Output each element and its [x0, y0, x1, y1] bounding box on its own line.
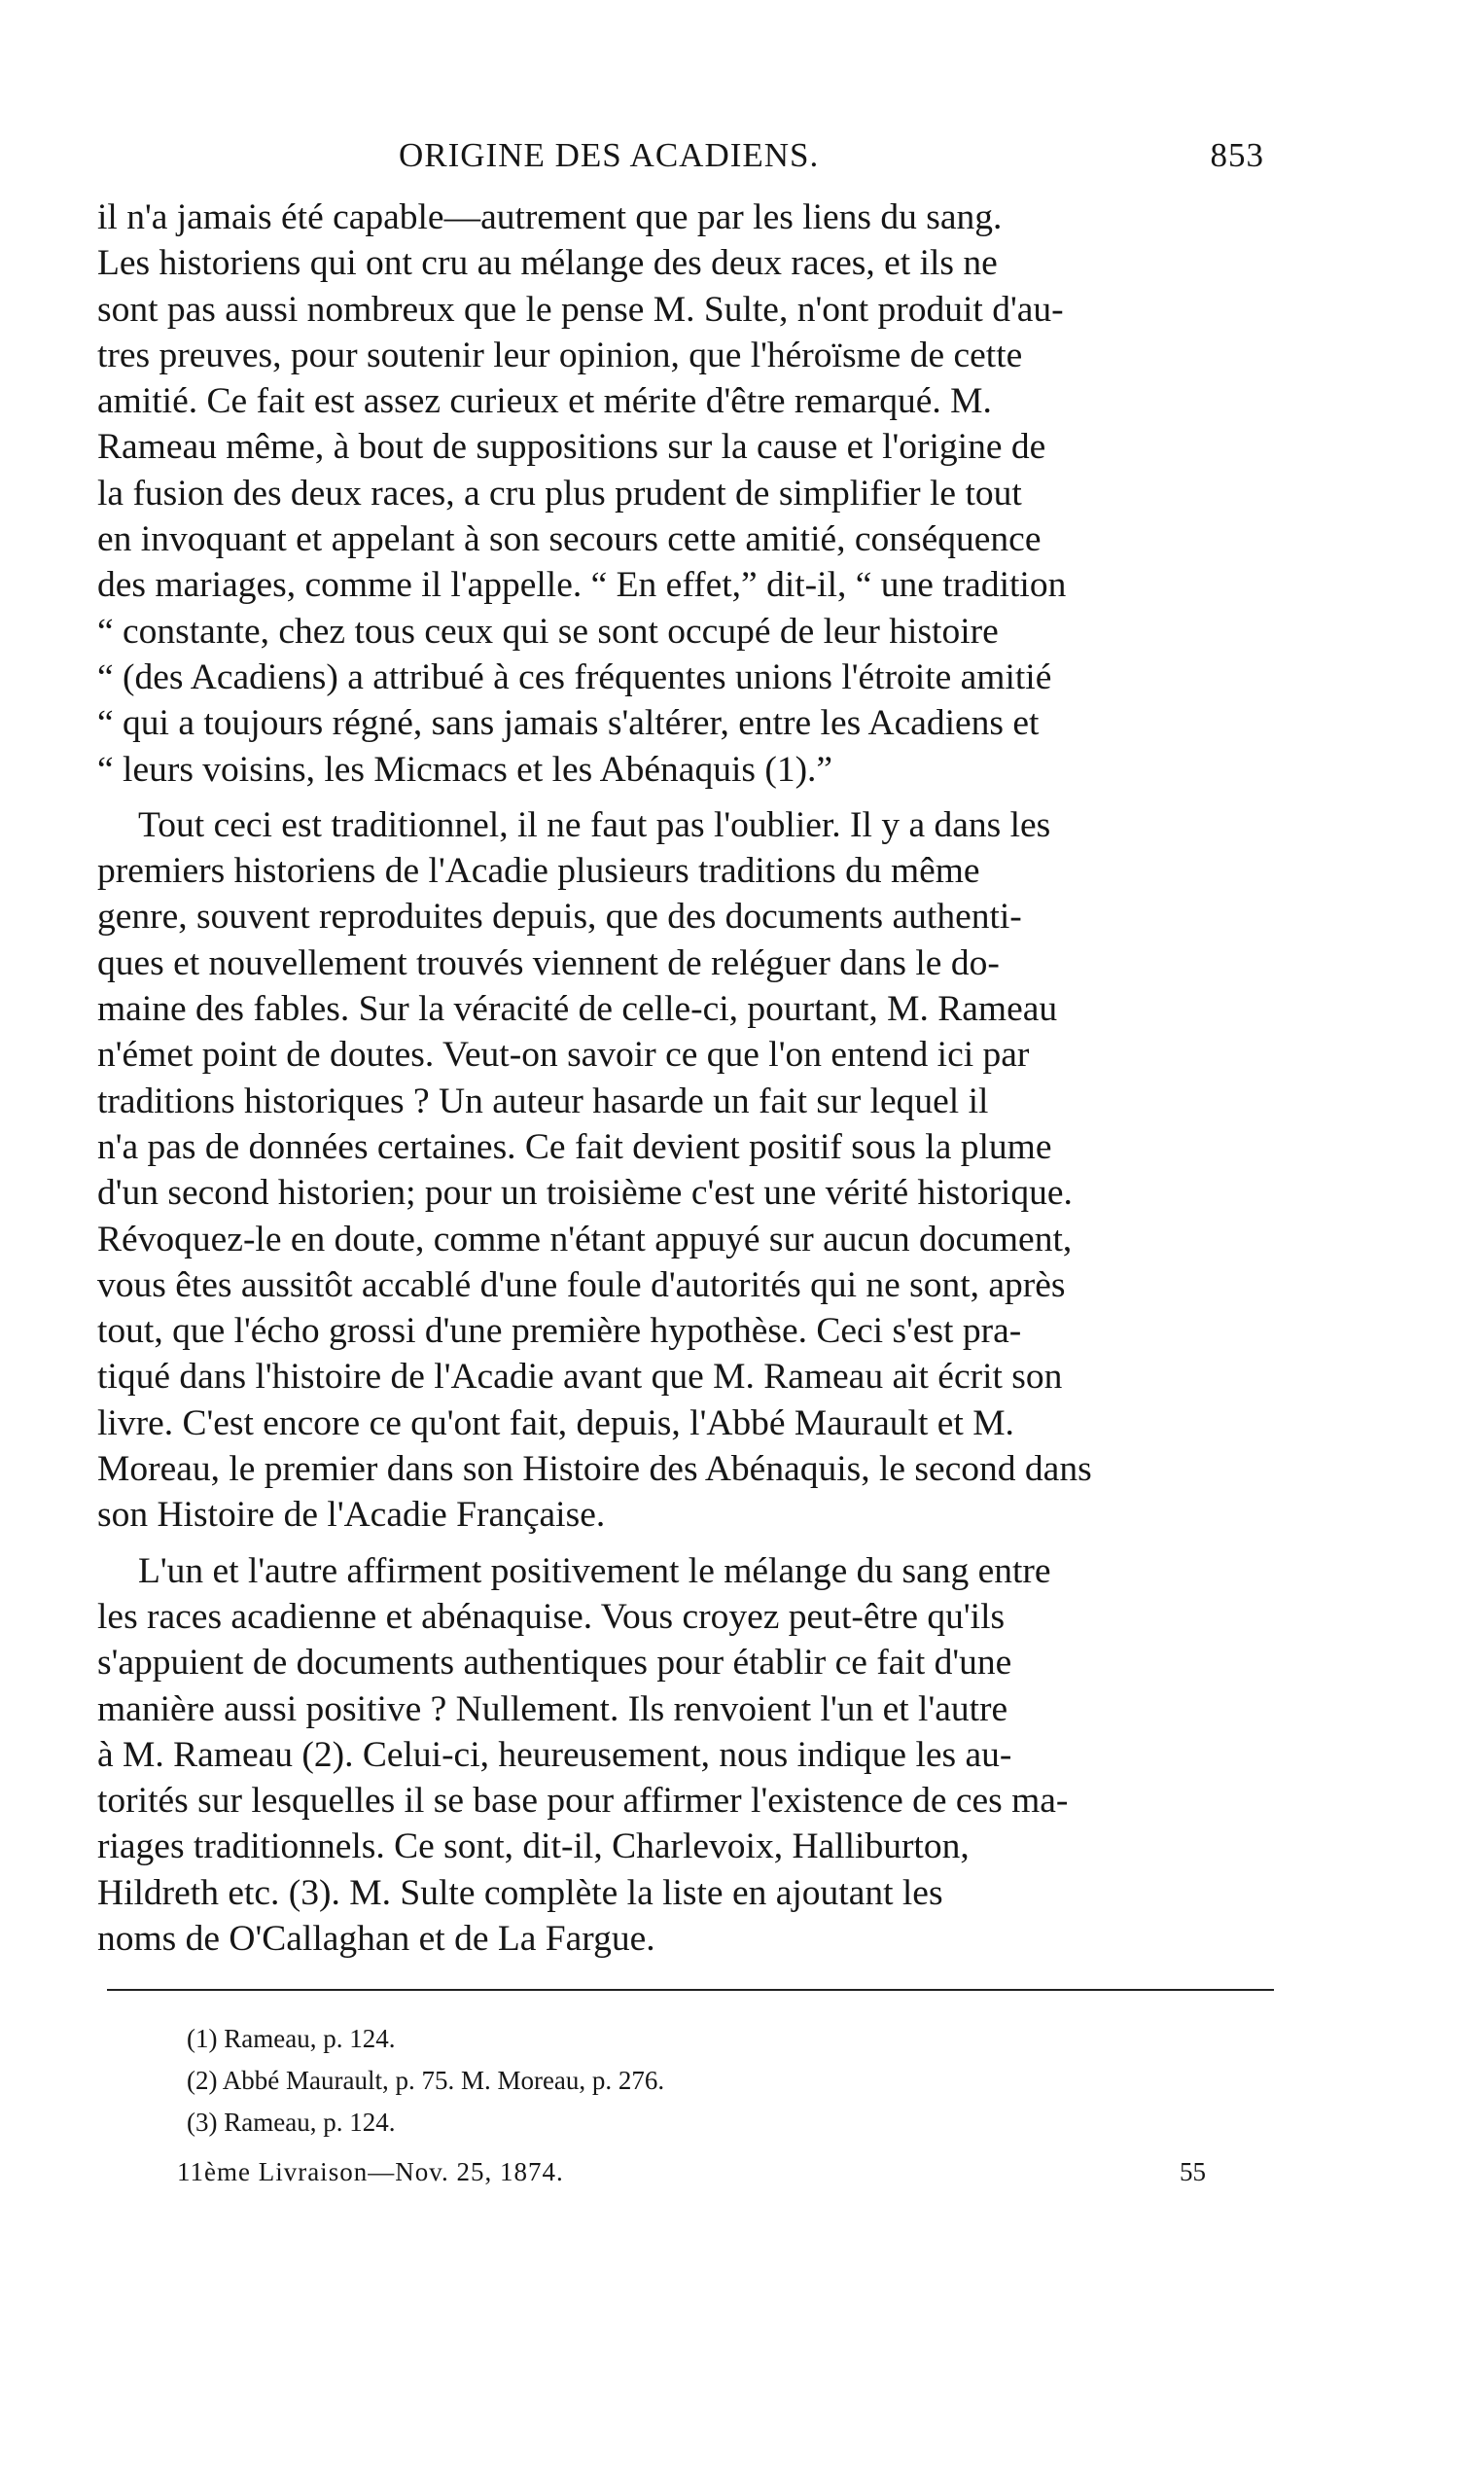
footnotes: [97, 2018, 1264, 2144]
running-head: [97, 136, 1264, 195]
text-line: livre. C'est encore ce qu'ont fait, depuis, l'Abbé Maurault et M.: [97, 1402, 1014, 1443]
text-line: maine des fables. Sur la véracité de celle-ci, pourtant, M. Rameau: [97, 989, 1058, 1030]
text-line: n'a pas de données certaines. Ce fait devient positif sous la plume: [97, 1126, 1052, 1167]
text-line: traditions historiques ? Un auteur hasarde un fait sur lequel il: [97, 1081, 989, 1121]
text-line: Révoquez-le en doute, comme n'étant appuyé sur aucun document,: [97, 1219, 1073, 1259]
text-line: tout, que l'écho grossi d'une première hypothèse. Ceci s'est pra-: [97, 1311, 1022, 1352]
text-line: son Histoire de l'Acadie Française.: [97, 1495, 606, 1536]
paragraph-1: [97, 195, 1264, 793]
text-line: torités sur lesquelles il se base pour affirmer l'existence de ces ma-: [97, 1781, 1069, 1822]
text-line: Moreau, le premier dans son Histoire des Abénaquis, le second dans: [97, 1449, 1092, 1490]
text-line: genre, souvent reproduites depuis, que des documents authenti-: [97, 897, 1022, 938]
body-text: [97, 195, 1264, 1962]
text-line: premiers historiens de l'Acadie plusieurs traditions du même: [97, 851, 980, 892]
text-line: à M. Rameau (2). Celui-ci, heureusement, nous indique les au-: [97, 1734, 1012, 1775]
text-line: en invoquant et appelant à son secours cette amitié, conséquence: [97, 519, 1042, 560]
text-line: “ leurs voisins, les Micmacs et les Abénaquis (1).”: [97, 749, 833, 790]
paragraph-2: [97, 802, 1264, 1539]
footnote: (2) Abbé Maurault, p. 75. M. Moreau, p. 276.: [187, 2066, 665, 2096]
text-line: riages traditionnels. Ce sont, dit-il, Charlevoix, Halliburton,: [97, 1826, 970, 1867]
text-line: L'un et l'autre affirment positivement le mélange du sang entre: [138, 1550, 1051, 1591]
page: [97, 136, 1264, 2196]
text-line: la fusion des deux races, a cru plus prudent de simplifier le tout: [97, 473, 1022, 514]
text-line: Les historiens qui ont cru au mélange des deux races, et ils ne: [97, 243, 998, 284]
text-line: d'un second historien; pour un troisième c'est une vérité historique.: [97, 1173, 1073, 1214]
text-line: les races acadienne et abénaquise. Vous croyez peut-être qu'ils: [97, 1596, 1006, 1637]
text-line: Hildreth etc. (3). M. Sulte complète la liste en ajoutant les: [97, 1872, 943, 1913]
page-number: 853: [1210, 136, 1264, 174]
text-line: manière aussi positive ? Nullement. Ils renvoient l'un et l'autre: [97, 1688, 1008, 1729]
text-line: n'émet point de doutes. Veut-on savoir ce que l'on entend ici par: [97, 1035, 1030, 1076]
footnote: (3) Rameau, p. 124.: [187, 2108, 396, 2138]
issue-signature: 11ème Livraison—Nov. 25, 1874.: [177, 2157, 564, 2187]
footnote-divider: [107, 1989, 1274, 1991]
footnote: (1) Rameau, p. 124.: [187, 2024, 396, 2054]
text-line: “ qui a toujours régné, sans jamais s'altérer, entre les Acadiens et: [97, 703, 1040, 744]
text-line: tiqué dans l'histoire de l'Acadie avant que M. Rameau ait écrit son: [97, 1357, 1063, 1398]
text-line: s'appuient de documents authentiques pour établir ce fait d'une: [97, 1643, 1012, 1684]
paragraph-3: [97, 1548, 1264, 1963]
text-line: noms de O'Callaghan et de La Fargue.: [97, 1918, 655, 1959]
page-title: ORIGINE DES ACADIENS.: [399, 136, 820, 174]
text-line: des mariages, comme il l'appelle. “ En effet,” dit-il, “ une tradition: [97, 565, 1067, 606]
text-line: amitié. Ce fait est assez curieux et mérite d'être remarqué. M.: [97, 381, 992, 422]
text-line: tres preuves, pour soutenir leur opinion, que l'héroïsme de cette: [97, 335, 1023, 375]
text-line: ques et nouvellement trouvés viennent de reléguer dans le do-: [97, 942, 1000, 983]
text-line: Rameau même, à bout de suppositions sur la cause et l'origine de: [97, 427, 1046, 468]
text-line: Tout ceci est traditionnel, il ne faut pas l'oublier. Il y a dans les: [138, 804, 1051, 845]
text-line: il n'a jamais été capable—autrement que par les liens du sang.: [97, 197, 1003, 237]
signature-mark: 55: [1180, 2157, 1206, 2187]
text-line: “ (des Acadiens) a attribué à ces fréquentes unions l'étroite amitié: [97, 656, 1052, 697]
text-line: sont pas aussi nombreux que le pense M. Sulte, n'ont produit d'au-: [97, 289, 1064, 330]
signature-line: [97, 2157, 1264, 2196]
text-line: vous êtes aussitôt accablé d'une foule d'autorités qui ne sont, après: [97, 1264, 1066, 1305]
text-line: “ constante, chez tous ceux qui se sont occupé de leur histoire: [97, 611, 999, 652]
